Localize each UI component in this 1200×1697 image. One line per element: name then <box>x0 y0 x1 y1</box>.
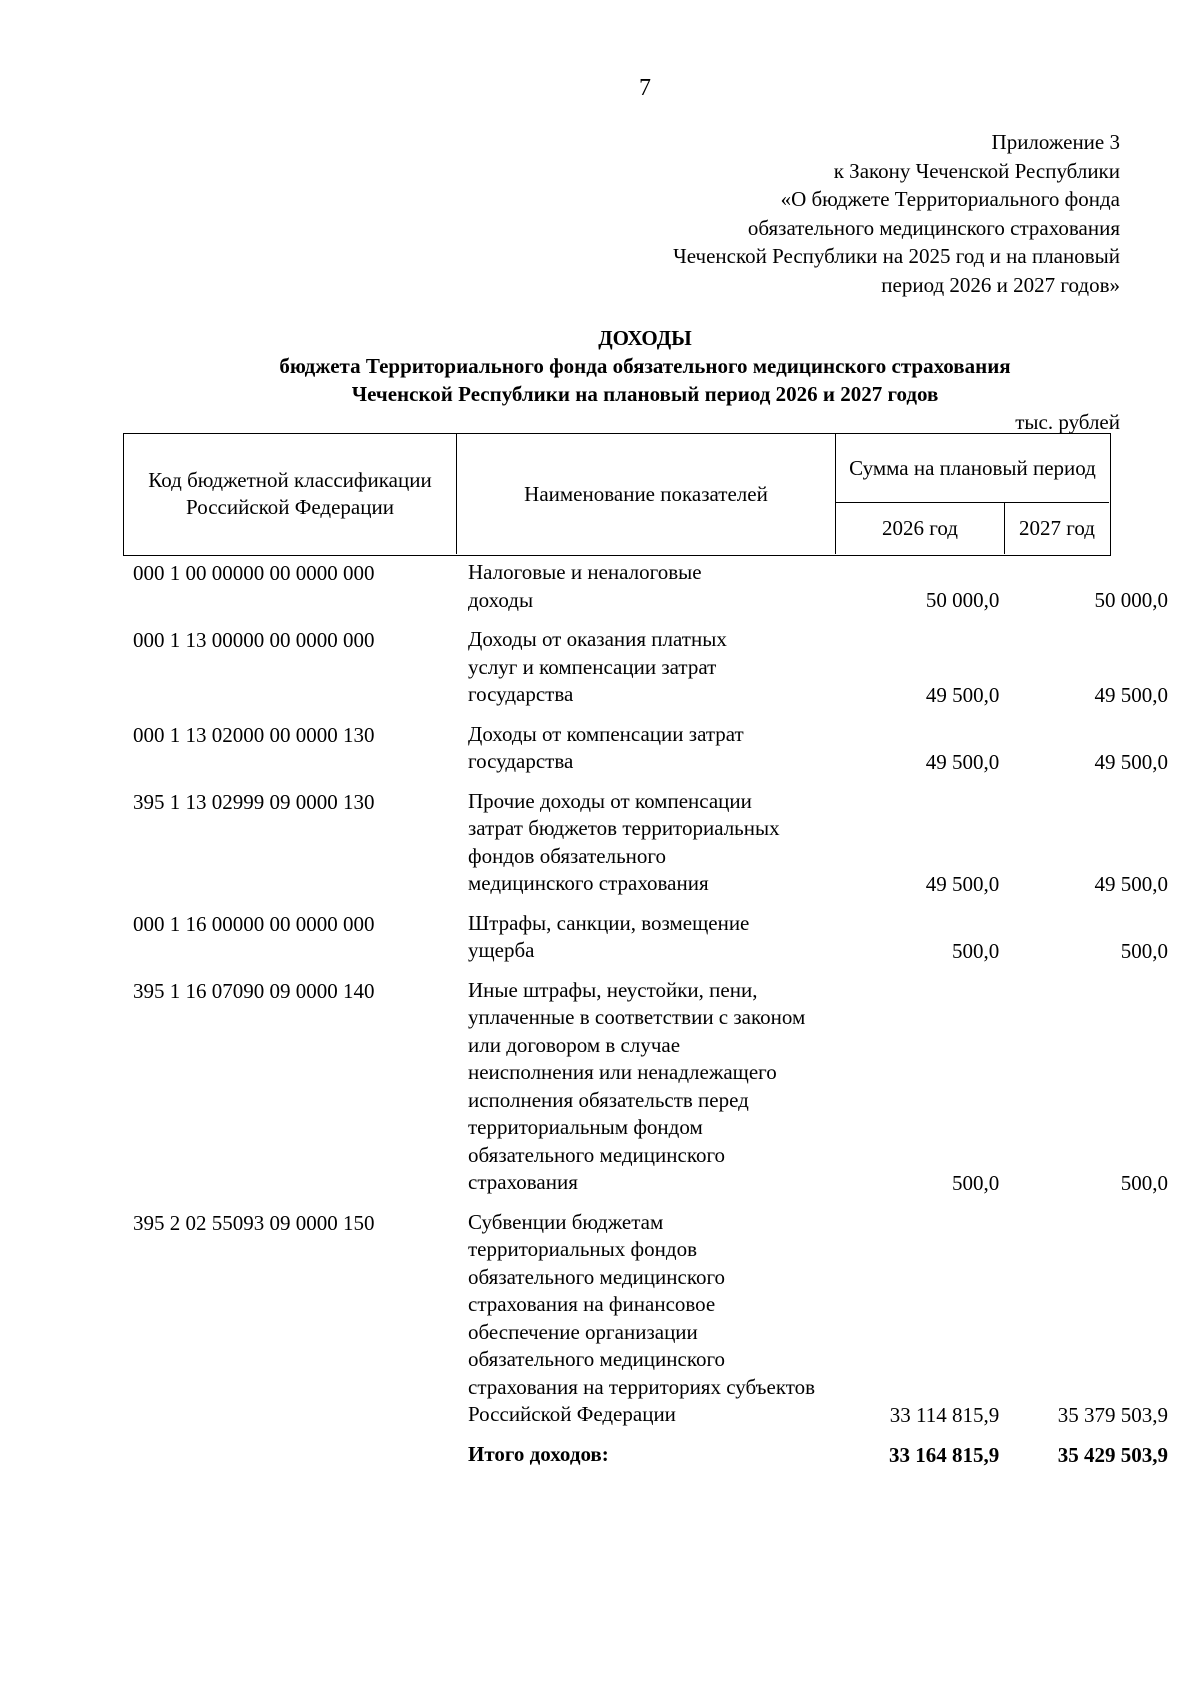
row-value-2027: 49 500,0 <box>1094 871 1168 896</box>
appendix-line: период 2026 и 2027 годов» <box>881 272 1120 297</box>
units-label: тыс. рублей <box>1015 410 1120 434</box>
row-value-2027: 49 500,0 <box>1094 682 1168 707</box>
row-code: 000 1 16 00000 00 0000 000 <box>133 911 375 936</box>
row-value-2026: 49 500,0 <box>925 749 1000 774</box>
header-name-label: Наименование показателей <box>524 481 768 506</box>
title-line: Чеченской Республики на плановый период 2026 и 2027 годов <box>351 382 939 406</box>
row-code: 395 2 02 55093 09 0000 150 <box>133 1210 375 1235</box>
row-code: 000 1 13 02000 00 0000 130 <box>133 722 375 747</box>
row-value-2027: 35 379 503,9 <box>1057 1402 1168 1427</box>
row-value-2027: 500,0 <box>1120 1170 1168 1195</box>
appendix-line: Приложение 3 <box>991 130 1120 154</box>
table-row <box>123 721 1168 776</box>
table-row <box>123 977 1168 1197</box>
row-code: 395 1 16 07090 09 0000 140 <box>133 978 375 1003</box>
total-value-2027: 35 429 503,9 <box>1057 1442 1169 1467</box>
row-value-2026: 49 500,0 <box>925 682 1000 707</box>
table-row <box>123 910 1168 965</box>
header-code-label: Код бюджетной классификации Российской Федерации <box>148 468 432 519</box>
header-code <box>124 434 457 554</box>
row-name: Доходы от компенсации затрат государства <box>468 721 744 773</box>
table-row <box>123 559 1168 614</box>
document-title <box>0 324 1200 408</box>
total-label: Итого доходов: <box>468 1442 609 1466</box>
table-row <box>123 788 1168 898</box>
row-value-2027: 50 000,0 <box>1094 588 1168 612</box>
row-name: Налоговые и неналоговые доходы <box>468 560 702 612</box>
table-row <box>123 1209 1168 1429</box>
total-value-2026: 33 164 815,9 <box>888 1442 1000 1467</box>
appendix-block <box>420 128 1120 299</box>
row-name: Субвенции бюджетам территориальных фондов обязательного медицинского страхования на финансовое обеспечение организации обязательного медицинского страхования на территориях субъектов Российской Федерации <box>468 1209 816 1426</box>
row-name: Прочие доходы от компенсации затрат бюджетов территориальных фондов обязательного медицинского страхования <box>468 788 780 895</box>
table-header <box>123 433 1111 556</box>
table-row <box>123 626 1168 709</box>
row-value-2026: 500,0 <box>952 938 1000 963</box>
row-name: Иные штрафы, неустойки, пени, уплаченные в соответствии с законом или договором в случае неисполнения или ненадлежащего исполнения обязательств перед территориальным фондом обязательного медицинского страхования <box>468 977 806 1194</box>
appendix-line: «О бюджете Территориального фонда <box>780 187 1120 211</box>
appendix-line: обязательного медицинского страхования <box>747 215 1120 240</box>
row-value-2027: 49 500,0 <box>1094 749 1168 774</box>
total-row <box>123 1441 1168 1469</box>
header-sum <box>836 434 1109 503</box>
row-value-2026: 500,0 <box>951 1170 1000 1195</box>
row-code: 000 1 13 00000 00 0000 000 <box>133 628 375 652</box>
header-year-2026 <box>836 503 1005 554</box>
page-number: 7 <box>639 75 651 101</box>
header-year-2027 <box>1005 503 1109 554</box>
title-line: бюджета Территориального фонда обязательного медицинского страхования <box>279 354 1011 378</box>
header-year-label: 2026 год <box>882 516 958 540</box>
header-year-label: 2027 год <box>1019 516 1095 540</box>
row-name: Штрафы, санкции, возмещение ущерба <box>468 910 750 962</box>
table-body <box>123 559 1168 1481</box>
appendix-line: Чеченской Республики на 2025 год и на плановый <box>673 244 1120 268</box>
title-heading: ДОХОДЫ <box>598 326 692 350</box>
row-value-2026: 33 114 815,9 <box>889 1402 1000 1427</box>
row-value-2026: 50 000,0 <box>925 588 1000 612</box>
header-sum-label: Сумма на плановый период <box>849 455 1096 480</box>
row-name: Доходы от оказания платных услуг и компенсации затрат государства <box>468 627 727 706</box>
appendix-line: к Закону Чеченской Республики <box>833 158 1120 183</box>
row-code: 000 1 00 00000 00 0000 000 <box>133 561 375 585</box>
row-value-2027: 500,0 <box>1120 938 1168 963</box>
row-value-2026: 49 500,0 <box>925 871 1000 896</box>
header-name <box>457 434 836 554</box>
row-code: 395 1 13 02999 09 0000 130 <box>133 789 375 814</box>
